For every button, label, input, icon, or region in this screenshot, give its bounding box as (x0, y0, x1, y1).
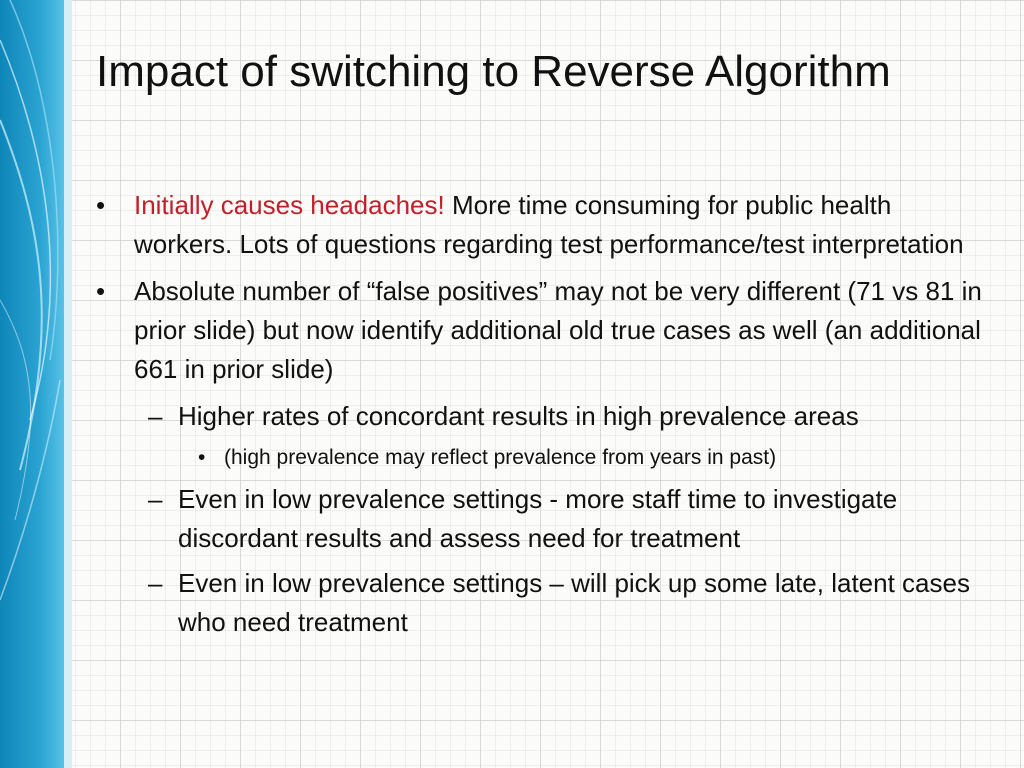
sub-bullet-item (96, 564, 996, 642)
bullet-highlight-text: Initially causes headaches! (134, 190, 445, 220)
dash-marker: – (148, 484, 163, 514)
bullet-marker: • (96, 190, 106, 220)
sub-bullet-text: Higher rates of concordant results in high prevalence areas (178, 401, 859, 431)
sub-sub-bullet-item (96, 442, 996, 474)
bullet-marker: • (96, 276, 106, 306)
dash-marker: – (148, 401, 163, 431)
sub-sub-bullet-text: (high prevalence may reflect prevalence from years in past) (224, 446, 777, 469)
sub-bullet-item (96, 397, 996, 436)
bullet-item (96, 272, 996, 389)
sub-bullet-text: Even in low prevalence settings - more staff time to investigate discordant results and assess need for treatment (178, 484, 898, 553)
slide-title: Impact of switching to Reverse Algorithm (96, 47, 891, 96)
dash-marker: – (148, 568, 163, 598)
decorative-side-band (0, 0, 72, 768)
bullet-text: Absolute number of “false positives” may not be very different (71 vs 81 in prior slide) but now identify additional old true cases as well (an additional 661 in prior slide) (134, 276, 982, 384)
sub-bullet-item (96, 480, 996, 558)
bullet-item (96, 186, 996, 264)
bullet-text: More time consuming for public health workers. Lots of questions regarding test performance/test interpretation (134, 190, 964, 259)
bullet-marker: • (198, 446, 206, 469)
sub-bullet-text: Even in low prevalence settings – will pick up some late, latent cases who need treatment (178, 568, 970, 637)
slide-content (96, 186, 996, 648)
